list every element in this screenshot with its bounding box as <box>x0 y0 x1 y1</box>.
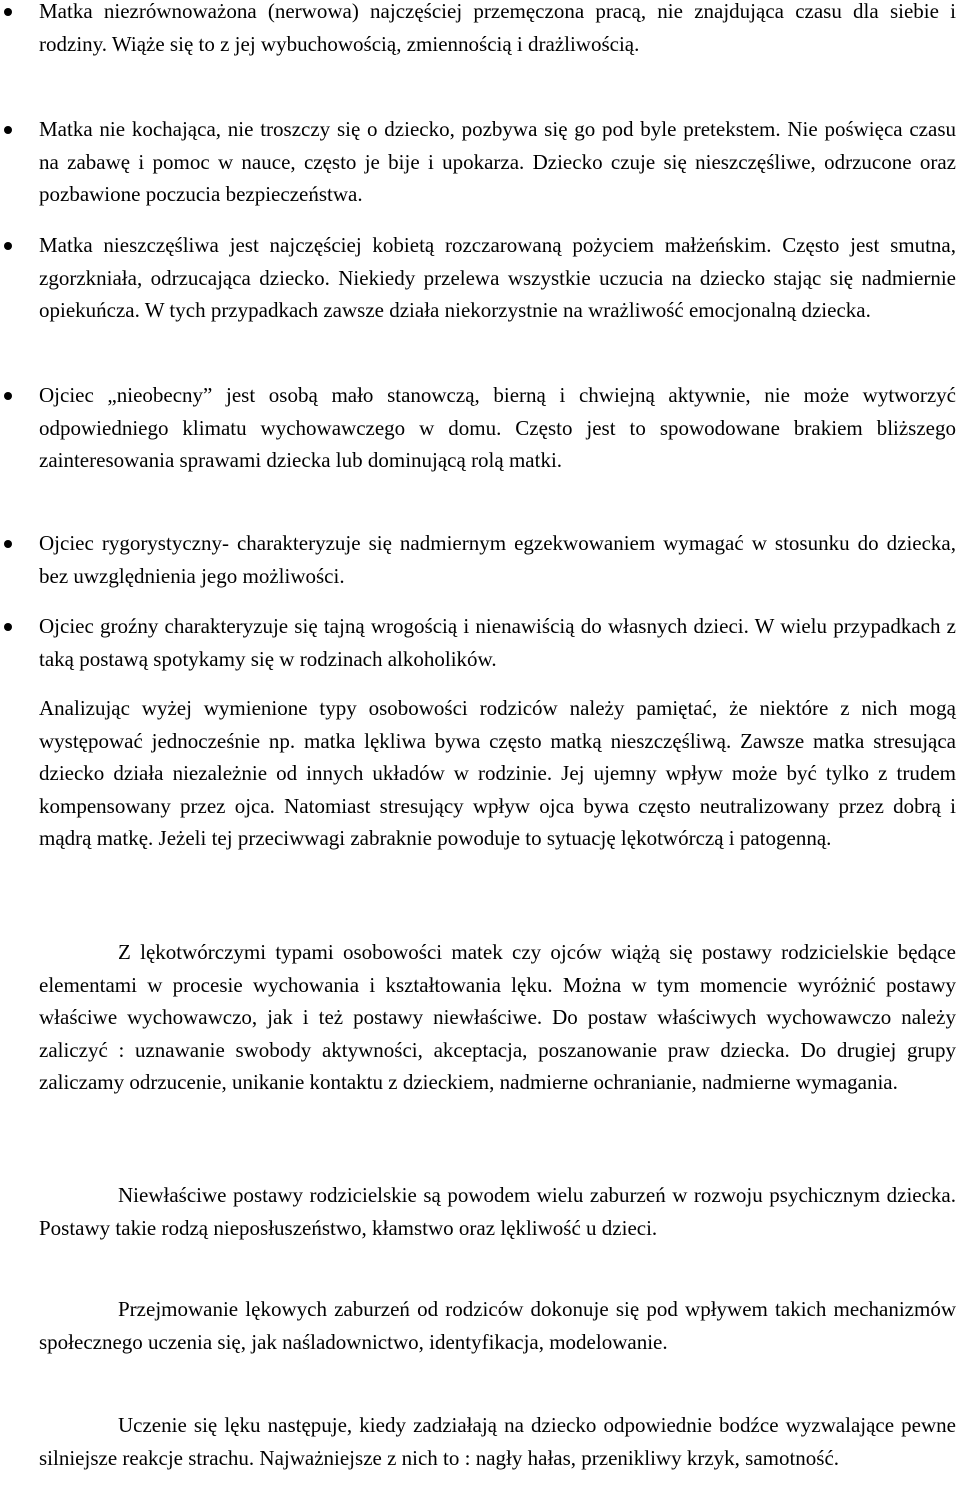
body-paragraph: Uczenie się lęku następuje, kiedy zadziałają na dziecko odpowiednie bodźce wyzwalające pewne silniejsze reakcje strachu. Najważniejsze z nich to : nagły hałas, przenikliwy krzyk, samotność. <box>39 1413 956 1470</box>
body-paragraph: Przejmowanie lękowych zaburzeń od rodziców dokonuje się pod wpływem takich mechanizmów społecznego uczenia się, jak naśladownictwo, identyfikacja, modelowanie. <box>39 1297 956 1354</box>
list-item: Matka nie kochająca, nie troszczy się o dziecko, pozbywa się go pod byle pretekstem. Nie poświęca czasu na zabawę i pomoc w nauce, często je bije i upokarza. Dziecko czuje się nieszczęśliwe, odrzucone oraz pozbawione poczucia bezpieczeństwa. <box>0 113 956 211</box>
body-paragraph: Analizując wyżej wymienione typy osobowości rodziców należy pamiętać, że niektóre z nich mogą występować jednocześnie np. matka lękliwa bywa często matką nieszczęśliwą. Zawsze matka stresująca dziecko działa niezależnie od innych układów w rodzinie. Jej ujemny wpływ może być tylko z trudem kompensowany przez ojca. Natomiast stresujący wpływ ojca bywa często neutralizowany przez dobrą i mądrą matkę. Jeżeli tej przeciwwagi zabraknie powoduje to sytuację lękotwórczą i patogenną. <box>39 696 956 851</box>
list-item: Ojciec groźny charakteryzuje się tajną wrogością i nienawiścią do własnych dzieci. W wielu przypadkach z taką postawą spotykamy się w rodzinach alkoholików. <box>0 610 956 675</box>
list-item: Matka niezrównoważona (nerwowa) najczęściej przemęczona pracą, nie znajdująca czasu dla siebie i rodziny. Wiąże się to z jej wybuchowością, zmiennością i drażliwością. <box>0 0 956 60</box>
parent-types-list <box>0 229 956 327</box>
list-item: Matka nieszczęśliwa jest najczęściej kobietą rozczarowaną pożyciem małżeńskim. Często jest smutna, zgorzkniała, odrzucająca dziecko. Niekiedy przelewa wszystkie uczucia na dziecko stając się nadmiernie opiekuńcza. W tych przypadkach zawsze działa niekorzystnie na wrażliwość emocjonalną dziecka. <box>0 229 956 327</box>
parent-types-list <box>0 379 956 477</box>
list-item: Ojciec rygorystyczny- charakteryzuje się nadmiernym egzekwowaniem wymagać w stosunku do dziecka, bez uwzględnienia jego możliwości. <box>0 527 956 592</box>
list-item: Ojciec „nieobecny” jest osobą mało stanowczą, bierną i chwiejną aktywnie, nie może wytworzyć odpowiedniego klimatu wychowawczego w domu. Często jest to spowodowane brakiem bliższego zainteresowania sprawami dziecka lub dominującą rolą matki. <box>0 379 956 477</box>
body-paragraph: Z lękotwórczymi typami osobowości matek czy ojców wiążą się postawy rodzicielskie będące elementami w procesie wychowania i kształtowania lęku. Można w tym momencie wyróżnić postawy właściwe wychowawczo, jak i też postawy niewłaściwe. Do postaw właściwych wychowawczo należy zaliczyć : uznawanie swobody aktywności, akceptacja, poszanowanie praw dziecka. Do drugiej grupy zaliczamy odrzucenie, unikanie kontaktu z dzieckiem, nadmierne ochranianie, nadmierne wymagania. <box>39 940 956 1095</box>
parent-types-list <box>0 113 956 211</box>
parent-types-list <box>0 0 956 60</box>
parent-types-list <box>0 527 956 592</box>
parent-types-list <box>0 610 956 675</box>
body-paragraph: Niewłaściwe postawy rodzicielskie są powodem wielu zaburzeń w rozwoju psychicznym dziecka. Postawy takie rodzą nieposłuszeństwo, kłamstwo oraz lękliwość u dzieci. <box>39 1183 956 1240</box>
